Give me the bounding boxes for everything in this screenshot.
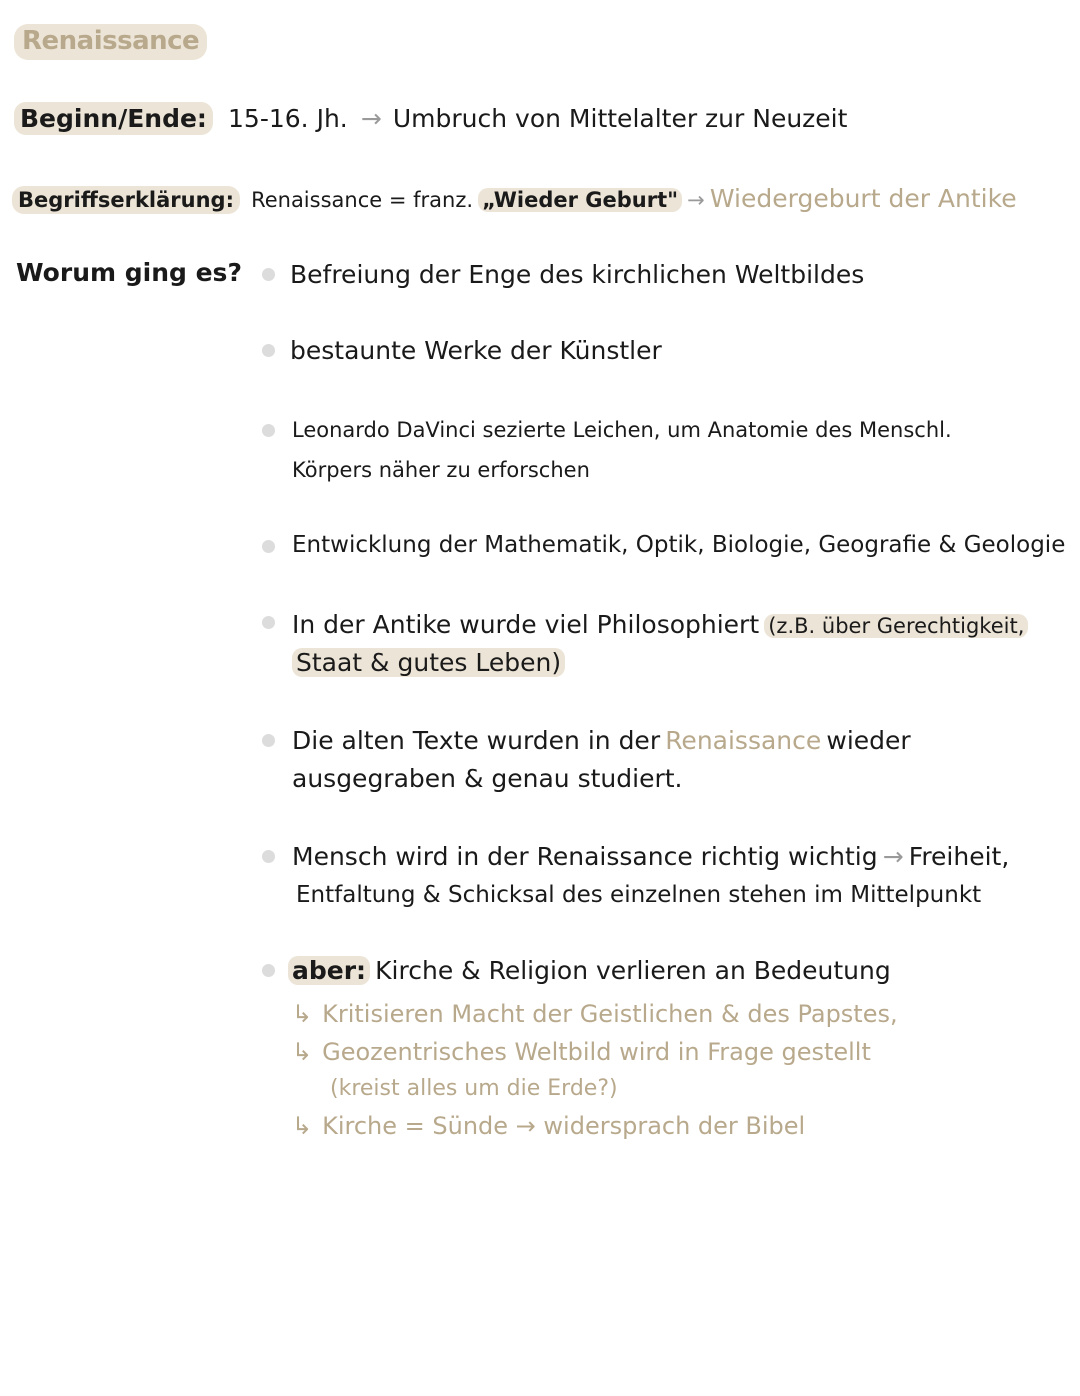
topic-text: Die alten Texte wurden in der	[292, 726, 661, 755]
topic-text: Freiheit,	[908, 842, 1010, 871]
topic-line	[288, 956, 891, 985]
bullet-icon	[262, 616, 275, 629]
bullet-icon	[262, 268, 275, 281]
sub-text: Kirche = Sünde → widersprach der Bibel	[322, 1112, 806, 1140]
topic-note: Staat & gutes Leben)	[292, 648, 565, 677]
bullet-icon	[262, 964, 275, 977]
period-row	[14, 104, 847, 133]
sub-line	[330, 1076, 618, 1101]
page-title: Renaissance	[14, 24, 207, 60]
topic-text: Mensch wird in der Renaissance richtig wichtig	[292, 842, 878, 871]
period-text: Umbruch von Mittelalter zur Neuzeit	[392, 104, 848, 133]
definition-meaning: Wiedergeburt der Antike	[709, 184, 1017, 213]
bullet-icon	[262, 850, 275, 863]
topic-text: In der Antike wurde viel Philosophiert	[292, 610, 760, 639]
sub-text: (kreist alles um die Erde?)	[330, 1076, 618, 1101]
bullet-icon	[262, 734, 275, 747]
sub-text: Geozentrisches Weltbild wird in Frage gestellt	[322, 1038, 871, 1066]
topic-line	[292, 726, 911, 755]
topic-line: Körpers näher zu erforschen	[292, 458, 590, 482]
return-arrow-icon: ↳	[292, 1112, 313, 1140]
topic-line	[292, 842, 1009, 871]
period-label: Beginn/Ende:	[14, 102, 213, 135]
topic-text: wieder	[826, 726, 911, 755]
topics-label: Worum ging es?	[16, 258, 242, 287]
period-value: 15-16. Jh.	[228, 104, 348, 133]
topic-accent: Renaissance	[665, 726, 822, 755]
bullet-icon	[262, 540, 275, 553]
sub-line	[292, 1000, 898, 1028]
bullet-icon	[262, 424, 275, 437]
arrow-icon: →	[360, 104, 382, 133]
topic-line: Entfaltung & Schicksal des einzelnen stehen im Mittelpunkt	[296, 882, 982, 908]
definition-row	[12, 184, 1017, 213]
sub-line	[292, 1112, 805, 1140]
bullet-icon	[262, 344, 275, 357]
topic-text: Kirche & Religion verlieren an Bedeutung	[375, 956, 891, 985]
topic-label: aber:	[288, 956, 370, 985]
topic-line: Leonardo DaVinci sezierte Leichen, um Anatomie des Menschl.	[292, 418, 952, 442]
sub-line	[292, 1038, 871, 1066]
topic-line	[292, 648, 565, 677]
topic-line: ausgegraben & genau studiert.	[292, 764, 683, 793]
definition-prefix: Renaissance = franz.	[251, 188, 474, 212]
topic-line: Entwicklung der Mathematik, Optik, Biologie, Geografie & Geologie	[292, 532, 1066, 558]
arrow-icon: →	[882, 842, 904, 871]
definition-label: Begriffserklärung:	[12, 186, 240, 214]
return-arrow-icon: ↳	[292, 1000, 313, 1028]
topic-line: Befreiung der Enge des kirchlichen Weltbildes	[290, 260, 865, 289]
topic-line: bestaunte Werke der Künstler	[290, 336, 662, 365]
sub-text: Kritisieren Macht der Geistlichen & des Papstes,	[322, 1000, 898, 1028]
definition-term: „Wieder Geburt"	[478, 188, 682, 212]
return-arrow-icon: ↳	[292, 1038, 313, 1066]
topic-note: (z.B. über Gerechtigkeit,	[764, 614, 1028, 638]
arrow-icon: →	[687, 188, 705, 212]
topic-line	[292, 610, 1028, 639]
